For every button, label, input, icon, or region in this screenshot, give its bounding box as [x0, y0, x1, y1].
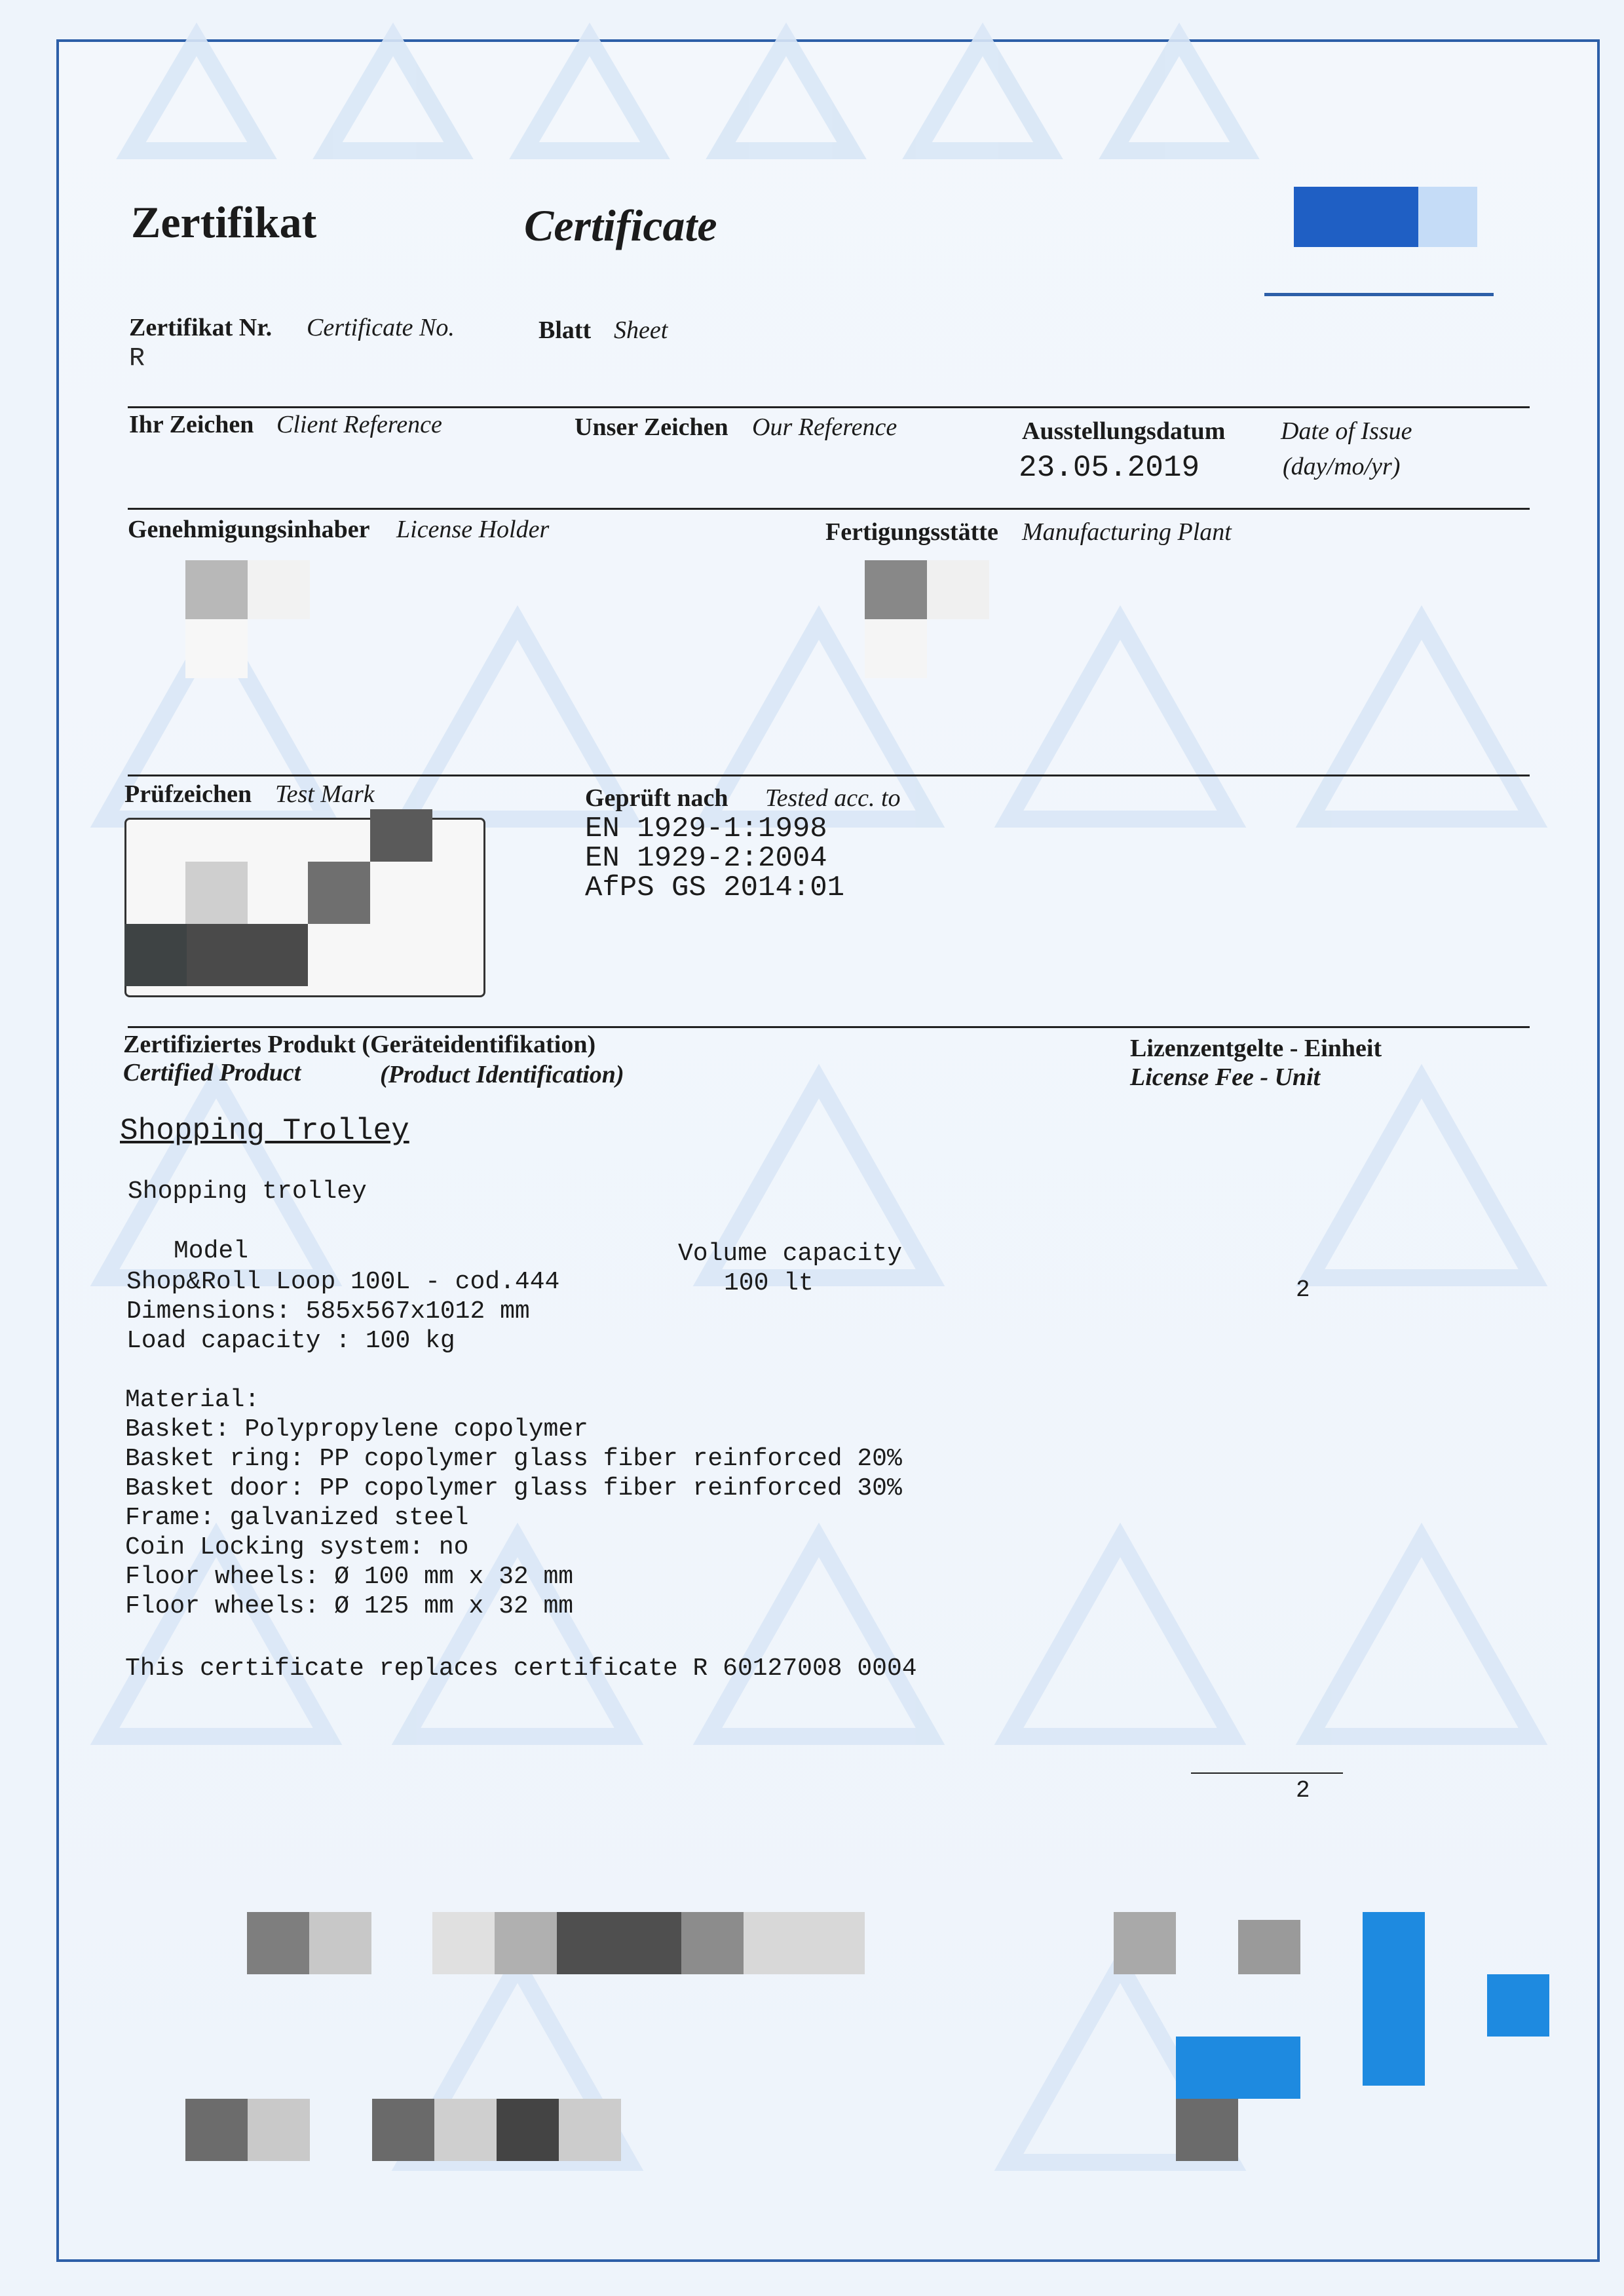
- redacted-footer-15: [248, 2099, 310, 2161]
- redacted-footer-11: [1487, 1974, 1549, 2037]
- license-fee-label-en: License Fee - Unit: [1130, 1063, 1321, 1091]
- redacted-holder-2: [248, 560, 310, 619]
- divider-parties: [128, 508, 1530, 510]
- our-ref-label-de: Unser Zeichen: [575, 413, 728, 441]
- tested-label-de: Geprüft nach: [585, 784, 728, 812]
- redacted-footer-14: [185, 2099, 248, 2161]
- manufacturing-plant-label-de: Fertigungsstätte: [825, 518, 998, 546]
- replaces-note: This certificate replaces certificate R 60127008 0004: [125, 1655, 917, 1683]
- redacted-mark-3: [308, 862, 370, 924]
- material-line: Basket ring: PP copolymer glass fiber reinforced 20%: [125, 1445, 902, 1473]
- load-capacity: Load capacity : 100 kg: [126, 1327, 455, 1355]
- material-line: Coin Locking system: no: [125, 1533, 469, 1561]
- divider-test: [128, 775, 1530, 776]
- redacted-footer-18: [497, 2099, 559, 2161]
- model-header: Model: [174, 1237, 249, 1265]
- standard-2: EN 1929-2:2004: [585, 842, 827, 875]
- license-holder-label-de: Genehmigungsinhaber: [128, 516, 370, 543]
- material-line: Floor wheels: Ø 100 mm x 32 mm: [125, 1563, 574, 1591]
- redacted-footer-2: [309, 1912, 371, 1974]
- redacted-holder-1: [185, 560, 248, 619]
- fee-total-rule: [1191, 1772, 1343, 1774]
- material-line: Basket door: PP copolymer glass fiber reinforced 30%: [125, 1474, 902, 1502]
- sheet-label-en: Sheet: [614, 316, 668, 344]
- redacted-footer-12: [1176, 2037, 1300, 2099]
- redacted-footer-4: [495, 1912, 557, 1974]
- standard-1: EN 1929-1:1998: [585, 813, 827, 845]
- redacted-mark-4: [124, 924, 187, 986]
- certificate-no-value: R: [129, 344, 145, 373]
- test-mark-label-en: Test Mark: [275, 780, 375, 808]
- issue-date-label-en: Date of Issue: [1281, 417, 1412, 445]
- redacted-footer-10: [1363, 1912, 1425, 2086]
- issue-date-label-de: Ausstellungsdatum: [1022, 417, 1226, 445]
- redacted-plant-3: [865, 619, 927, 678]
- certificate-no-label-de: Zertifikat Nr.: [129, 314, 273, 341]
- redacted-mark-5: [187, 924, 308, 986]
- product-name: Shopping Trolley: [120, 1114, 409, 1148]
- our-ref-label-en: Our Reference: [752, 413, 897, 441]
- redacted-footer-13: [1176, 2099, 1238, 2161]
- redacted-footer-5: [557, 1912, 681, 1974]
- title-en: Certificate: [524, 201, 717, 250]
- redacted-mark-2: [185, 862, 248, 924]
- license-holder-label-en: License Holder: [396, 516, 550, 543]
- material-line: Basket: Polypropylene copolymer: [125, 1415, 588, 1444]
- redacted-plant-2: [927, 560, 989, 619]
- product-label-en-b: (Product Identification): [380, 1061, 624, 1088]
- product-description: Shopping trolley: [128, 1177, 367, 1206]
- client-ref-label-en: Client Reference: [276, 411, 442, 438]
- redacted-footer-9: [1238, 1920, 1300, 1974]
- redacted-footer-19: [559, 2099, 621, 2161]
- issue-date-format: (day/mo/yr): [1283, 453, 1401, 480]
- material-line: Floor wheels: Ø 125 mm x 32 mm: [125, 1592, 574, 1620]
- product-label-de: Zertifiziertes Produkt (Geräteidentifikation): [123, 1031, 596, 1058]
- manufacturing-plant-label-en: Manufacturing Plant: [1022, 518, 1232, 546]
- product-label-en-a: Certified Product: [123, 1059, 301, 1086]
- logo-underline: [1264, 293, 1494, 296]
- volume-header: Volume capacity: [678, 1240, 903, 1268]
- certificate-no-label-en: Certificate No.: [307, 314, 455, 341]
- redacted-footer-3: [432, 1912, 495, 1974]
- logo-light-block: [1418, 187, 1477, 247]
- divider-references: [128, 406, 1530, 408]
- license-fee-label-de: Lizenzentgelte - Einheit: [1130, 1035, 1382, 1062]
- test-mark-label-de: Prüfzeichen: [124, 780, 252, 808]
- sheet-label-de: Blatt: [538, 316, 592, 344]
- material-header: Material:: [125, 1386, 260, 1414]
- redacted-plant-1: [865, 560, 927, 619]
- redacted-footer-7: [744, 1912, 865, 1974]
- redacted-holder-3: [185, 619, 248, 678]
- redacted-footer-6: [681, 1912, 744, 1974]
- divider-product: [128, 1026, 1530, 1028]
- volume-value: 100 lt: [724, 1269, 814, 1297]
- redacted-footer-16: [372, 2099, 434, 2161]
- redacted-footer-1: [247, 1912, 309, 1974]
- standard-3: AfPS GS 2014:01: [585, 871, 845, 904]
- dimensions: Dimensions: 585x567x1012 mm: [126, 1297, 530, 1326]
- redacted-footer-8: [1114, 1912, 1176, 1974]
- material-line: Frame: galvanized steel: [125, 1504, 469, 1532]
- logo-blue-block: [1294, 187, 1418, 247]
- redacted-footer-17: [434, 2099, 497, 2161]
- tested-label-en: Tested acc. to: [765, 784, 901, 812]
- title-de: Zertifikat: [131, 197, 317, 247]
- license-fee-value: 2: [1296, 1276, 1310, 1303]
- client-ref-label-de: Ihr Zeichen: [129, 411, 254, 438]
- redacted-mark-1: [370, 809, 432, 862]
- issue-date-value: 23.05.2019: [1019, 451, 1200, 485]
- model-value: Shop&Roll Loop 100L - cod.444: [126, 1268, 560, 1296]
- fee-total: 2: [1296, 1777, 1310, 1804]
